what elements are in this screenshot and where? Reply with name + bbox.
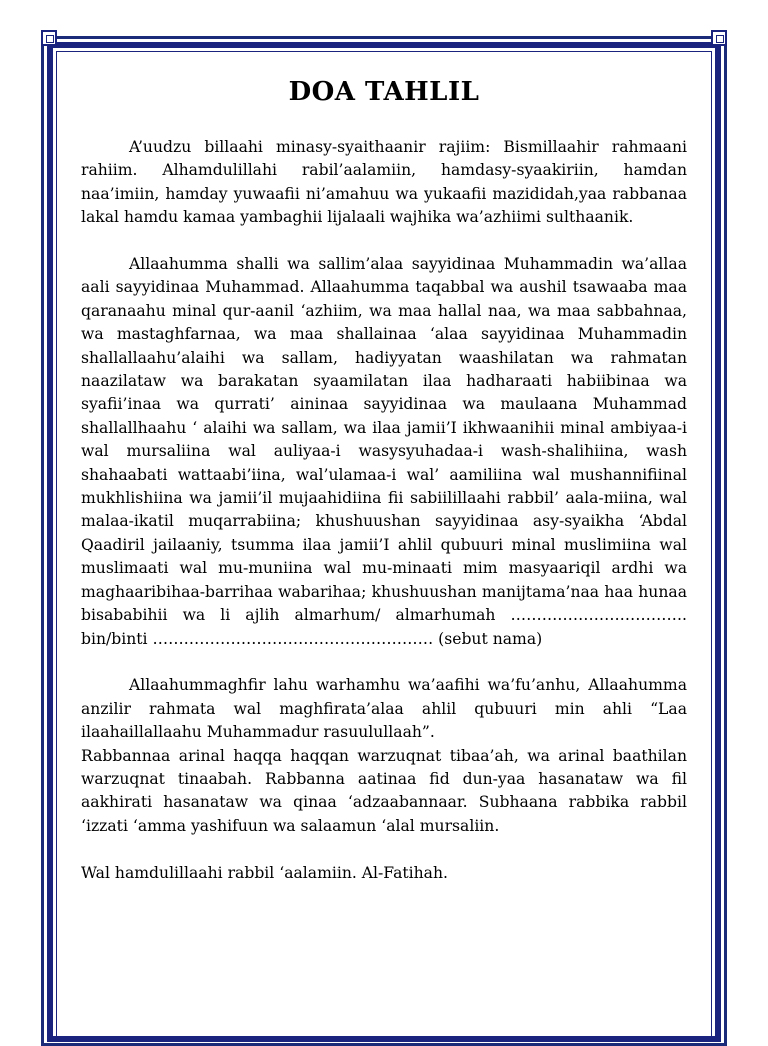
corner-ornament-left [41, 30, 57, 46]
paragraph-gap [81, 838, 687, 861]
corner-ornament-right [711, 30, 727, 46]
paragraph-closing [81, 862, 687, 885]
paragraph-gap [81, 230, 687, 253]
document-title: DOA TAHLIL [288, 77, 480, 107]
paragraph-text: Allaahummaghfir lahu warhamhu wa’aafihi wa’fu’anhu, Allaahumma anzilir rahmata wal maghfirata’alaa ahlil qubuuri min ahli “Laa ilaahaillallaahu Muhammadur rasuulullaah”. [81, 676, 687, 742]
paragraph-text: A’uudzu billaahi minasy-syaithaanir rajiim: Bismillaahir rahmaani rahiim. Alhamdulillahi rabil’aalamiin, hamdasy-syaakiriin, hamdan naa’imiin, hamday yuwaafii ni’amahuu wa yukaafii mazididah,yaa rabbanaa lakal hamdu kamaa yambaghii lijalaali wajhika wa’azhiimi sulthaanik. [81, 138, 687, 227]
paragraph-rabbanaa [81, 745, 687, 839]
paragraph-text: Rabbannaa arinal haqqa haqqan warzuqnat tibaa’ah, wa arinal baathilan warzuqnat tinaabah. Rabbanna aatinaa fid dun-yaa hasanataw wa fil aakhirati hasanataw wa qinaa ‘adzaabannaar. Subhaana rabbika rabbil ‘izzati ‘amma yashifuun wa salaamun ‘alal mursaliin. [81, 746, 687, 835]
paragraph-text: Allaahumma shalli wa sallim’alaa sayyidinaa Muhammadin wa’allaa aali sayyidinaa Muhammad. Allaahumma taqabbal wa aushil tsawaaba maa qaranaahu minal qur-aanil ‘azhiim, wa maa hallal naa, wa maa sabbahnaa, wa mastaghfarnaa, wa maa shallainaa ‘alaa sayyidinaa Muhammadin shallallaahu’alaihi wa sallam, hadiyyatan waashilatan wa rahmatan naazilataw wa barakatan syaamilatan ilaa hadharaati habiibinaa wa syafii’inaa wa qurrati’ aininaa sayyidinaa wa maulaana Muhammad shallallhaahu ‘ alaihi wa sallam, wa ilaa jamii’I ikhwaanihii minal ambiyaa-i wal mursaliina wal auliyaa-i wasysyuhadaa-i wash-shalihiina, wash shahaabati wattaabi’iina, wal’ulamaa-i wal’ aamiliina wal mushannifiinal mukhlishiina wa jamii’il mujaahidiina fii sabiilillaahi rabbil’ aala-miina, wal malaa-ikatil muqarrabiina; khushuushan sayyidinaa asy-syaikha ‘Abdal Qaadiril jailaaniy, tsumma ilaa jamii’I ahlil qubuuri minal muslimiina wal muslimaati wal mu-muniina wal mu-minaati mim masyaariqil ardhi wa maghaaribihaa-barrihaa wabarihaa; khushuushan manijtama’naa haa hunaa bisababihii wa li ajlih almarhum/ almarhumah ……………………………. bin/binti ……………………………………………… (sebut nama) [81, 255, 687, 648]
document-body [81, 76, 687, 885]
paragraph-gap [81, 651, 687, 674]
paragraph-opening [81, 136, 687, 230]
paragraph-text: Wal hamdulillaahi rabbil ‘aalamiin. Al-Fatihah. [81, 863, 448, 882]
paragraph-shalawat [81, 253, 687, 651]
paragraph-maghfirah [81, 674, 687, 744]
